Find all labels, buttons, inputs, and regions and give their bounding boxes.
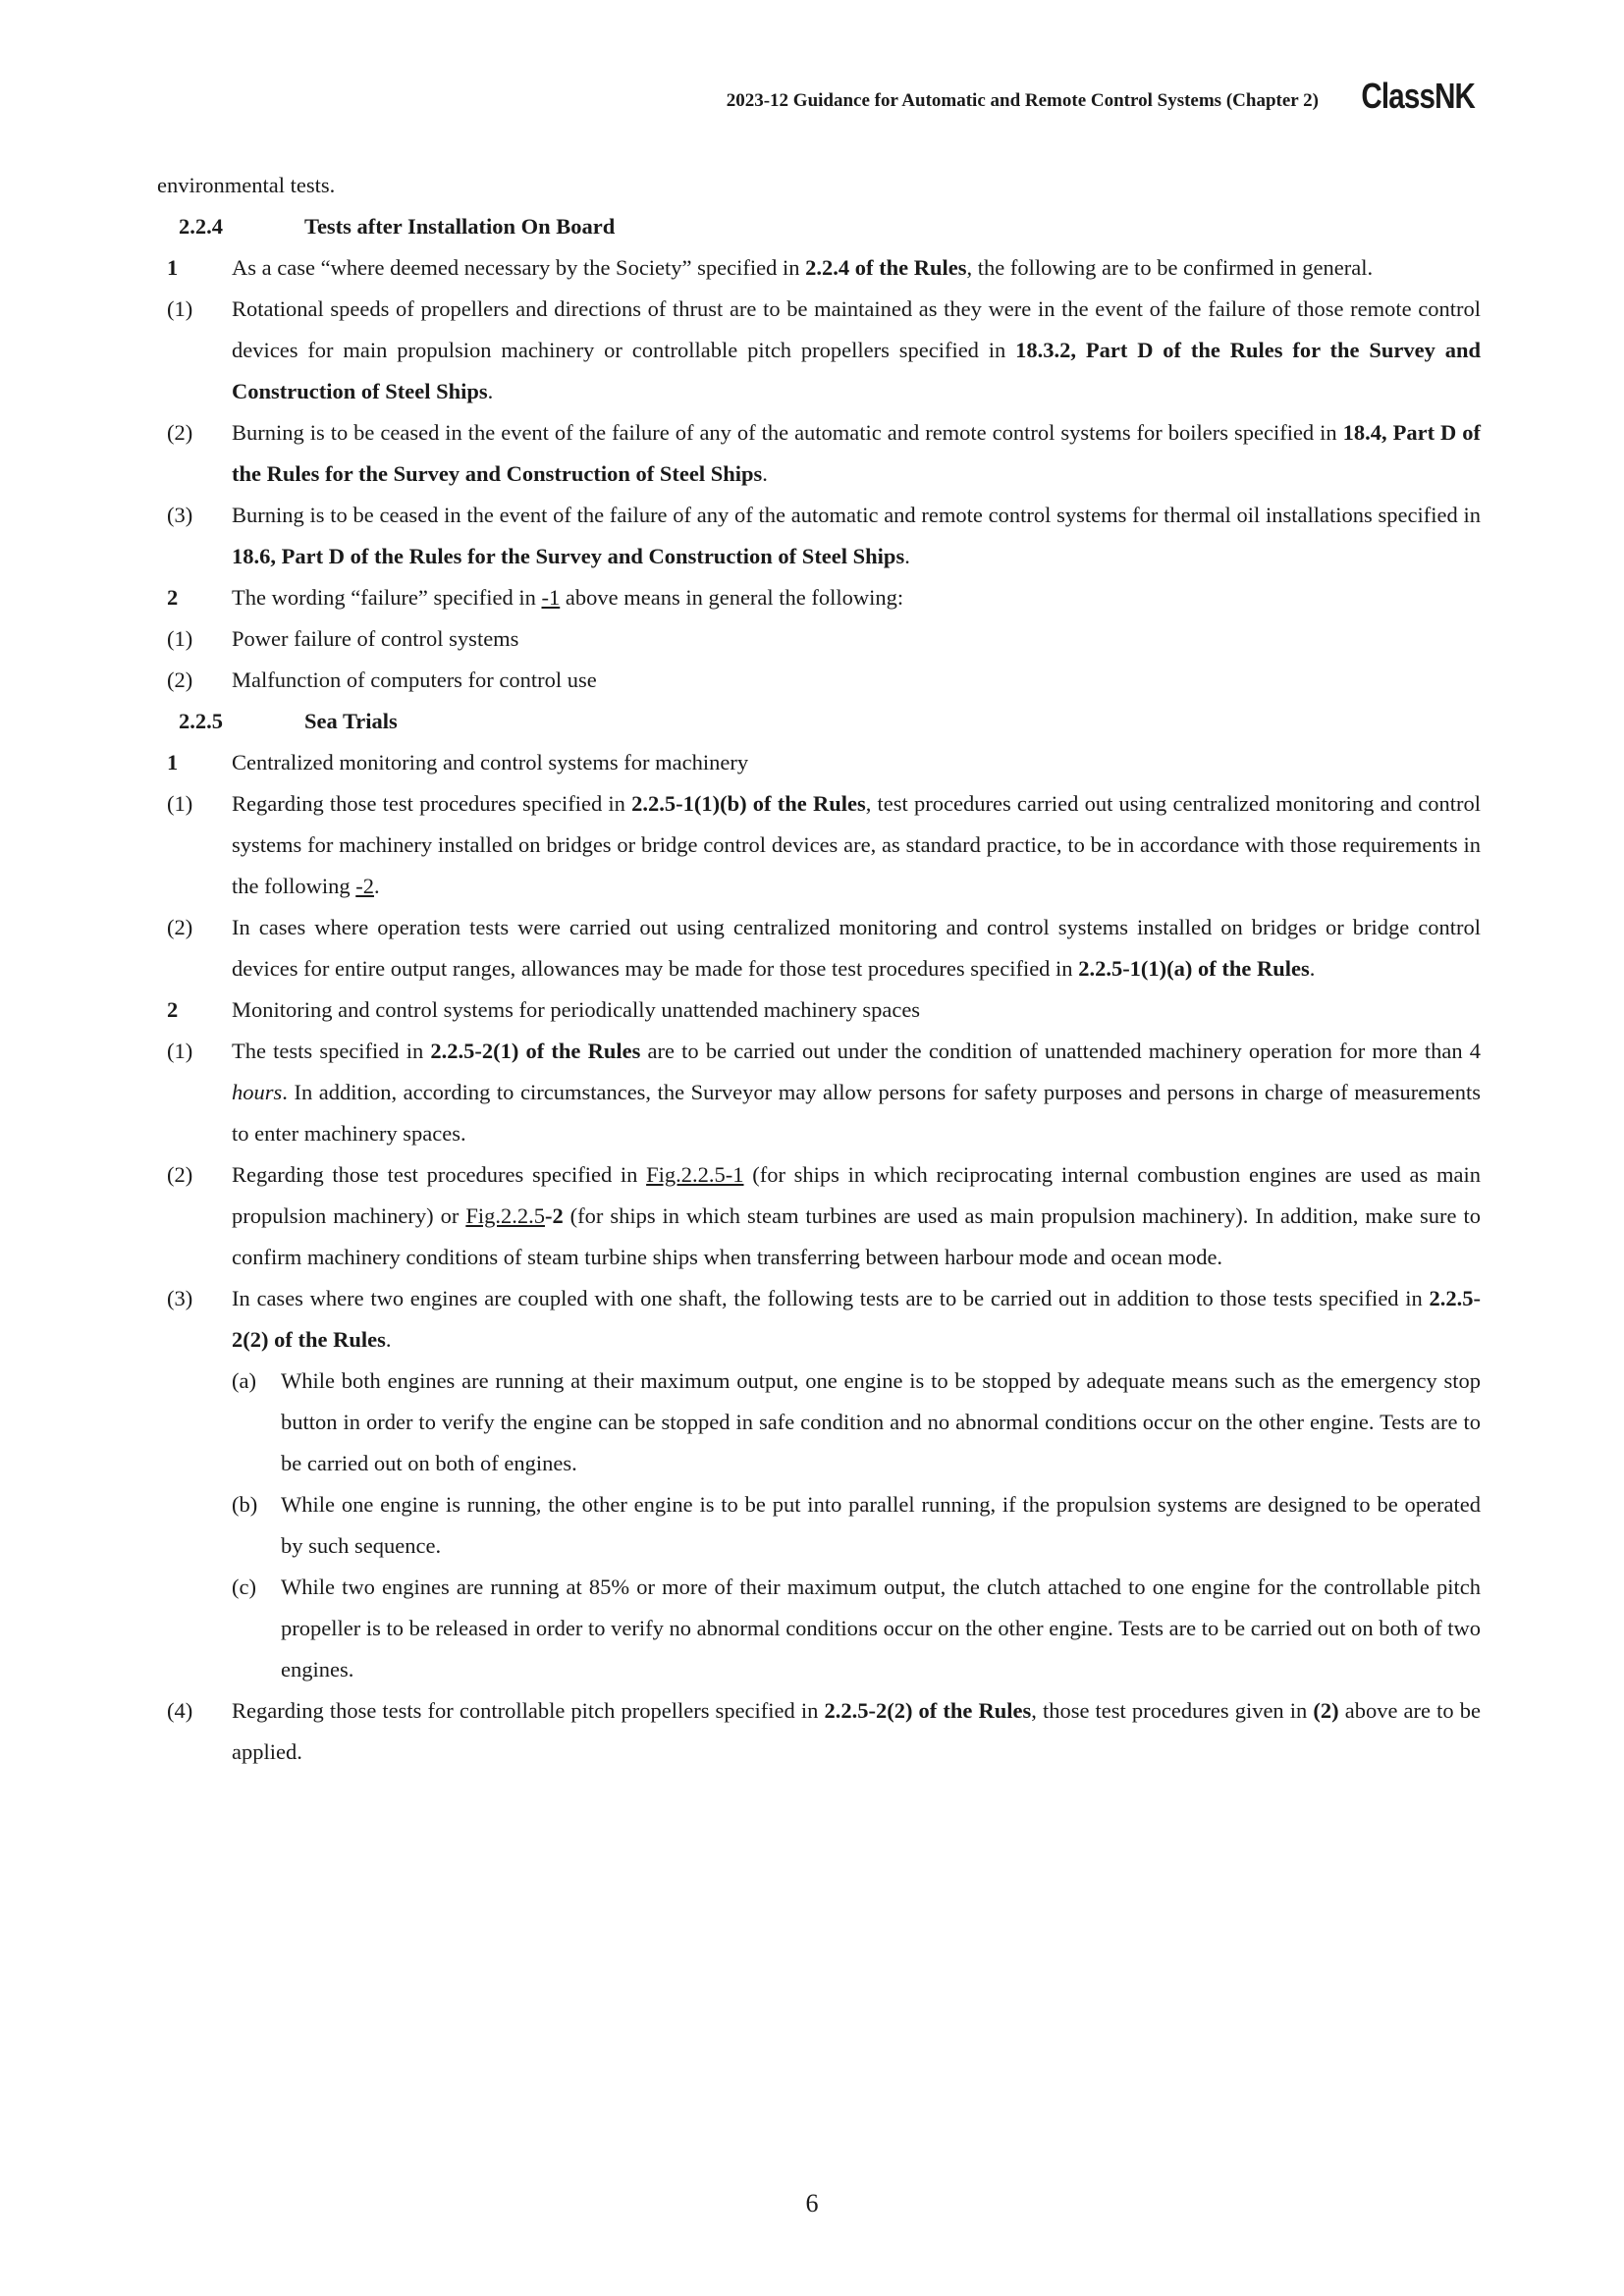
paragraph-number: 1	[167, 255, 179, 280]
item-2-2-4-2-1: (1) Power failure of control systems	[157, 618, 1481, 660]
item-number: (2)	[167, 1162, 193, 1187]
rule-reference: 2.2.4 of the Rules	[805, 255, 967, 280]
subitem-letter: (b)	[232, 1492, 258, 1517]
paragraph-number: 2	[167, 585, 179, 610]
item-number: (2)	[167, 667, 193, 692]
page-header	[726, 76, 1475, 116]
paragraph-2-2-5-2: 2 Monitoring and control systems for periodically unattended machinery spaces	[157, 989, 1481, 1031]
rule-reference: 2.2.5-2(2) of the Rules	[232, 1286, 1481, 1352]
item-number: (1)	[167, 296, 193, 321]
item-number: (1)	[167, 791, 193, 816]
paragraph-2-2-5-1: 1 Centralized monitoring and control systems for machinery	[157, 742, 1481, 783]
figure-link-2-2-5-2[interactable]: Fig.2.2.5	[465, 1203, 545, 1228]
item-2-2-5-2-2: (2) Regarding those test procedures specified in Fig.2.2.5-1 (for ships in which reciprocating internal combustion engines are used as main propulsion machinery) or Fig.2.2.5-2 (for ships in which steam turbines are used as main propulsion machinery). In addition, make sure to confirm machinery conditions of steam turbine ships when transferring between harbour mode and ocean mode.	[157, 1154, 1481, 1278]
rule-reference: 2.2.5-2(1) of the Rules	[430, 1039, 641, 1063]
subitem-letter: (c)	[232, 1575, 256, 1599]
rule-reference: 2.2.5-2(2) of the Rules	[824, 1698, 1032, 1723]
paragraph-2-2-4-2: 2 The wording “failure” specified in -1 above means in general the following:	[157, 577, 1481, 618]
item-2-2-5-1-1: (1) Regarding those test procedures specified in 2.2.5-1(1)(b) of the Rules, test procedures carried out using centralized monitoring and control systems for machinery installed on bridges or bridge control devices are, as standard practice, to be in accordance with those requirements in the following -2.	[157, 783, 1481, 907]
cross-reference-link[interactable]: -1	[541, 585, 561, 610]
figure-link-2-2-5-1[interactable]: Fig.2.2.5-1	[646, 1162, 744, 1187]
paragraph-number: 1	[167, 750, 179, 774]
item-2-2-5-1-2: (2) In cases where operation tests were carried out using centralized monitoring and control systems installed on bridges or bridge control devices for entire output ranges, allowances may be made for those test procedures specified in 2.2.5-1(1)(a) of the Rules.	[157, 907, 1481, 989]
rule-reference: 18.3.2, Part D of the Rules for the Survey and Construction of Steel Ships	[232, 338, 1482, 403]
item-number: (1)	[167, 626, 193, 651]
unit-text: hours	[232, 1080, 283, 1104]
item-reference: (2)	[1313, 1698, 1339, 1723]
item-2-2-4-1-1: (1) Rotational speeds of propellers and directions of thrust are to be maintained as they were in the event of the failure of those remote control devices for main propulsion machinery or controllable pitch propellers specified in 18.3.2, Part D of the Rules for the Survey and Construction of Steel Ships.	[157, 289, 1481, 412]
item-number: (2)	[167, 915, 193, 939]
item-2-2-4-2-2: (2) Malfunction of computers for control use	[157, 660, 1481, 701]
classnk-logo: ClassNK	[1361, 76, 1475, 116]
section-number: 2.2.5	[179, 709, 223, 733]
item-number: (3)	[167, 1286, 193, 1310]
paragraph-continuation: environmental tests.	[157, 173, 336, 197]
item-number: (4)	[167, 1698, 193, 1723]
header-title: 2023-12 Guidance for Automatic and Remote Control Systems (Chapter 2)	[726, 90, 1319, 111]
page-number: 6	[805, 2189, 819, 2217]
section-heading-2-2-4	[157, 206, 1481, 247]
rule-reference: 18.4, Part D of the Rules for the Survey and Construction of Steel Ships	[232, 420, 1481, 486]
subitem-a: (a) While both engines are running at their maximum output, one engine is to be stopped by adequate means such as the emergency stop button in order to verify the engine can be stopped in safe condition and no abnormal conditions occur on the other engine. Tests are to be carried out on both of engines.	[157, 1361, 1481, 1484]
document-body	[157, 165, 1481, 1773]
item-2-2-4-1-2: (2) Burning is to be ceased in the event of the failure of any of the automatic and remote control systems for boilers specified in 18.4, Part D of the Rules for the Survey and Construction of Steel Ships.	[157, 412, 1481, 495]
rule-reference: 2.2.5-1(1)(b) of the Rules	[631, 791, 866, 816]
item-2-2-5-2-4: (4) Regarding those tests for controllable pitch propellers specified in 2.2.5-2(2) of the Rules, those test procedures given in (2) above are to be applied.	[157, 1690, 1481, 1773]
item-number: (3)	[167, 503, 193, 527]
section-number: 2.2.4	[179, 214, 223, 239]
paragraph-2-2-4-1: 1 As a case “where deemed necessary by the Society” specified in 2.2.4 of the Rules, the following are to be confirmed in general.	[157, 247, 1481, 289]
item-2-2-5-2-3: (3) In cases where two engines are coupled with one shaft, the following tests are to be carried out in addition to those tests specified in 2.2.5-2(2) of the Rules.	[157, 1278, 1481, 1361]
item-2-2-4-1-3: (3) Burning is to be ceased in the event of the failure of any of the automatic and remote control systems for thermal oil installations specified in 18.6, Part D of the Rules for the Survey and Construction of Steel Ships.	[157, 495, 1481, 577]
item-2-2-5-2-1: (1) The tests specified in 2.2.5-2(1) of the Rules are to be carried out under the condition of unattended machinery operation for more than 4 hours. In addition, according to circumstances, the Surveyor may allow persons for safety purposes and persons in charge of measurements to enter machinery spaces.	[157, 1031, 1481, 1154]
section-title: Sea Trials	[304, 709, 398, 733]
subitem-c: (c) While two engines are running at 85% or more of their maximum output, the clutch attached to one engine for the controllable pitch propeller is to be released in order to verify no abnormal conditions occur on the other engine. Tests are to be carried out on both of two engines.	[157, 1567, 1481, 1690]
cross-reference-link[interactable]: -2	[355, 874, 374, 898]
item-number: (1)	[167, 1039, 193, 1063]
subitem-b: (b) While one engine is running, the other engine is to be put into parallel running, if the propulsion systems are designed to be operated by such sequence.	[157, 1484, 1481, 1567]
figure-link-suffix[interactable]: -2	[544, 1203, 564, 1228]
subitem-letter: (a)	[232, 1368, 256, 1393]
paragraph-number: 2	[167, 997, 179, 1022]
item-number: (2)	[167, 420, 193, 445]
section-heading-2-2-5	[157, 701, 1481, 742]
section-title: Tests after Installation On Board	[304, 214, 616, 239]
rule-reference: 2.2.5-1(1)(a) of the Rules	[1078, 956, 1310, 981]
rule-reference: 18.6, Part D of the Rules for the Survey and Construction of Steel Ships	[232, 544, 905, 568]
